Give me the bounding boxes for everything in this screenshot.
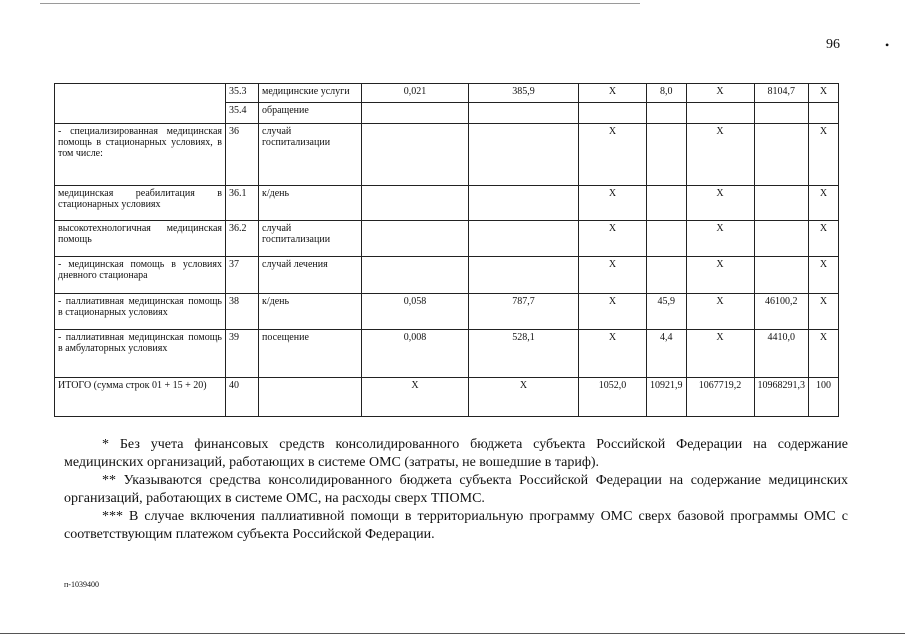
cell-c5: X — [686, 186, 754, 221]
data-table — [54, 83, 839, 417]
table-row — [55, 330, 839, 378]
table-row — [55, 124, 839, 186]
cell-c5: X — [686, 330, 754, 378]
footnotes — [64, 436, 848, 544]
footnote-3: *** В случае включения паллиативной помощи в территориальную программу ОМС сверх базовой программы ОМС с соответствующим платежом субъекта Российской Федерации. — [64, 509, 848, 542]
document-code: п-1039400 — [64, 580, 99, 589]
cell-c5: X — [686, 294, 754, 330]
cell-c4: 10921,9 — [647, 378, 687, 417]
row-name: - паллиативная медицинская помощь в амбулаторных условиях — [55, 330, 226, 378]
cell-c7: 100 — [809, 378, 839, 417]
row-number: 35.4 — [226, 103, 259, 124]
cell-c3: X — [579, 84, 647, 103]
cell-c3: X — [579, 186, 647, 221]
top-rule — [40, 3, 640, 4]
cell-c6 — [754, 186, 809, 221]
cell-c4: 45,9 — [647, 294, 687, 330]
row-number: 35.3 — [226, 84, 259, 103]
cell-c7: X — [809, 330, 839, 378]
row-unit: посещение — [259, 330, 362, 378]
cell-c7: X — [809, 257, 839, 294]
row-name: - специализированная медицинская помощь в стационарных условиях, в том числе: — [55, 124, 226, 186]
cell-c4: 4,4 — [647, 330, 687, 378]
cell-c5: 1067719,2 — [686, 378, 754, 417]
table-row — [55, 257, 839, 294]
row-number: 39 — [226, 330, 259, 378]
cell-c2 — [469, 103, 579, 124]
cell-c3: 1052,0 — [579, 378, 647, 417]
row-number: 38 — [226, 294, 259, 330]
cell-c6: 4410,0 — [754, 330, 809, 378]
cell-c2: 385,9 — [469, 84, 579, 103]
cell-c1: 0,058 — [362, 294, 469, 330]
cell-c7: X — [809, 186, 839, 221]
cell-c2: 787,7 — [469, 294, 579, 330]
cell-c6: 10968291,3 — [754, 378, 809, 417]
cell-c4 — [647, 124, 687, 186]
margin-dot: • — [885, 38, 890, 52]
cell-c2: X — [469, 378, 579, 417]
cell-c5: X — [686, 84, 754, 103]
row-name: высокотехнологичная медицинская помощь — [55, 221, 226, 257]
row-unit: случай госпитализации — [259, 124, 362, 186]
cell-c6 — [754, 257, 809, 294]
row-unit: медицинские услуги — [259, 84, 362, 103]
cell-c6 — [754, 221, 809, 257]
table-row — [55, 294, 839, 330]
cell-c3 — [579, 103, 647, 124]
cell-c1: 0,021 — [362, 84, 469, 103]
cell-c7: X — [809, 84, 839, 103]
cell-c7: X — [809, 221, 839, 257]
row-name: - паллиативная медицинская помощь в стационарных условиях — [55, 294, 226, 330]
cell-c2 — [469, 221, 579, 257]
cell-c5: X — [686, 221, 754, 257]
row-number: 36 — [226, 124, 259, 186]
cell-c2 — [469, 257, 579, 294]
cell-c4 — [647, 221, 687, 257]
row-name — [55, 84, 226, 124]
cell-c2 — [469, 186, 579, 221]
footnote-1: * Без учета финансовых средств консолидированного бюджета субъекта Российской Федерации на содержание медицинских организаций, работающих в системе ОМС (затраты, не вошедшие в тариф). — [64, 437, 848, 470]
table-row — [55, 221, 839, 257]
cell-c4 — [647, 186, 687, 221]
row-name: медицинская реабилитация в стационарных условиях — [55, 186, 226, 221]
cell-c1: X — [362, 378, 469, 417]
row-number: 36.1 — [226, 186, 259, 221]
cell-c1 — [362, 221, 469, 257]
cell-c7: X — [809, 124, 839, 186]
cell-c1 — [362, 257, 469, 294]
page-number: 96 — [826, 37, 840, 52]
row-name: - медицинская помощь в условиях дневного стационара — [55, 257, 226, 294]
cell-c4 — [647, 257, 687, 294]
row-unit: случай лечения — [259, 257, 362, 294]
cell-c6: 46100,2 — [754, 294, 809, 330]
cell-c2: 528,1 — [469, 330, 579, 378]
cell-c7 — [809, 103, 839, 124]
cell-c2 — [469, 124, 579, 186]
row-number: 37 — [226, 257, 259, 294]
row-unit — [259, 378, 362, 417]
table-row-total — [55, 378, 839, 417]
cell-c4: 8,0 — [647, 84, 687, 103]
cell-c5: X — [686, 124, 754, 186]
cell-c3: X — [579, 294, 647, 330]
table-row — [55, 84, 839, 103]
row-unit: к/день — [259, 186, 362, 221]
cell-c3: X — [579, 221, 647, 257]
cell-c1 — [362, 103, 469, 124]
row-number: 36.2 — [226, 221, 259, 257]
row-unit: к/день — [259, 294, 362, 330]
row-number: 40 — [226, 378, 259, 417]
cell-c1 — [362, 124, 469, 186]
cell-c1: 0,008 — [362, 330, 469, 378]
row-unit: случай госпитализации — [259, 221, 362, 257]
cell-c7: X — [809, 294, 839, 330]
cell-c6: 8104,7 — [754, 84, 809, 103]
cell-c3: X — [579, 330, 647, 378]
row-name: ИТОГО (сумма строк 01 + 15 + 20) — [55, 378, 226, 417]
table-row — [55, 186, 839, 221]
cell-c3: X — [579, 124, 647, 186]
cell-c1 — [362, 186, 469, 221]
cell-c4 — [647, 103, 687, 124]
cell-c5: X — [686, 257, 754, 294]
bottom-rule — [0, 633, 905, 634]
cell-c3: X — [579, 257, 647, 294]
footnote-2: ** Указываются средства консолидированного бюджета субъекта Российской Федерации на содержание медицинских организаций, работающих в системе ОМС, на расходы сверх ТПОМС. — [64, 473, 848, 506]
cell-c5 — [686, 103, 754, 124]
cell-c6 — [754, 124, 809, 186]
cell-c6 — [754, 103, 809, 124]
row-unit: обращение — [259, 103, 362, 124]
